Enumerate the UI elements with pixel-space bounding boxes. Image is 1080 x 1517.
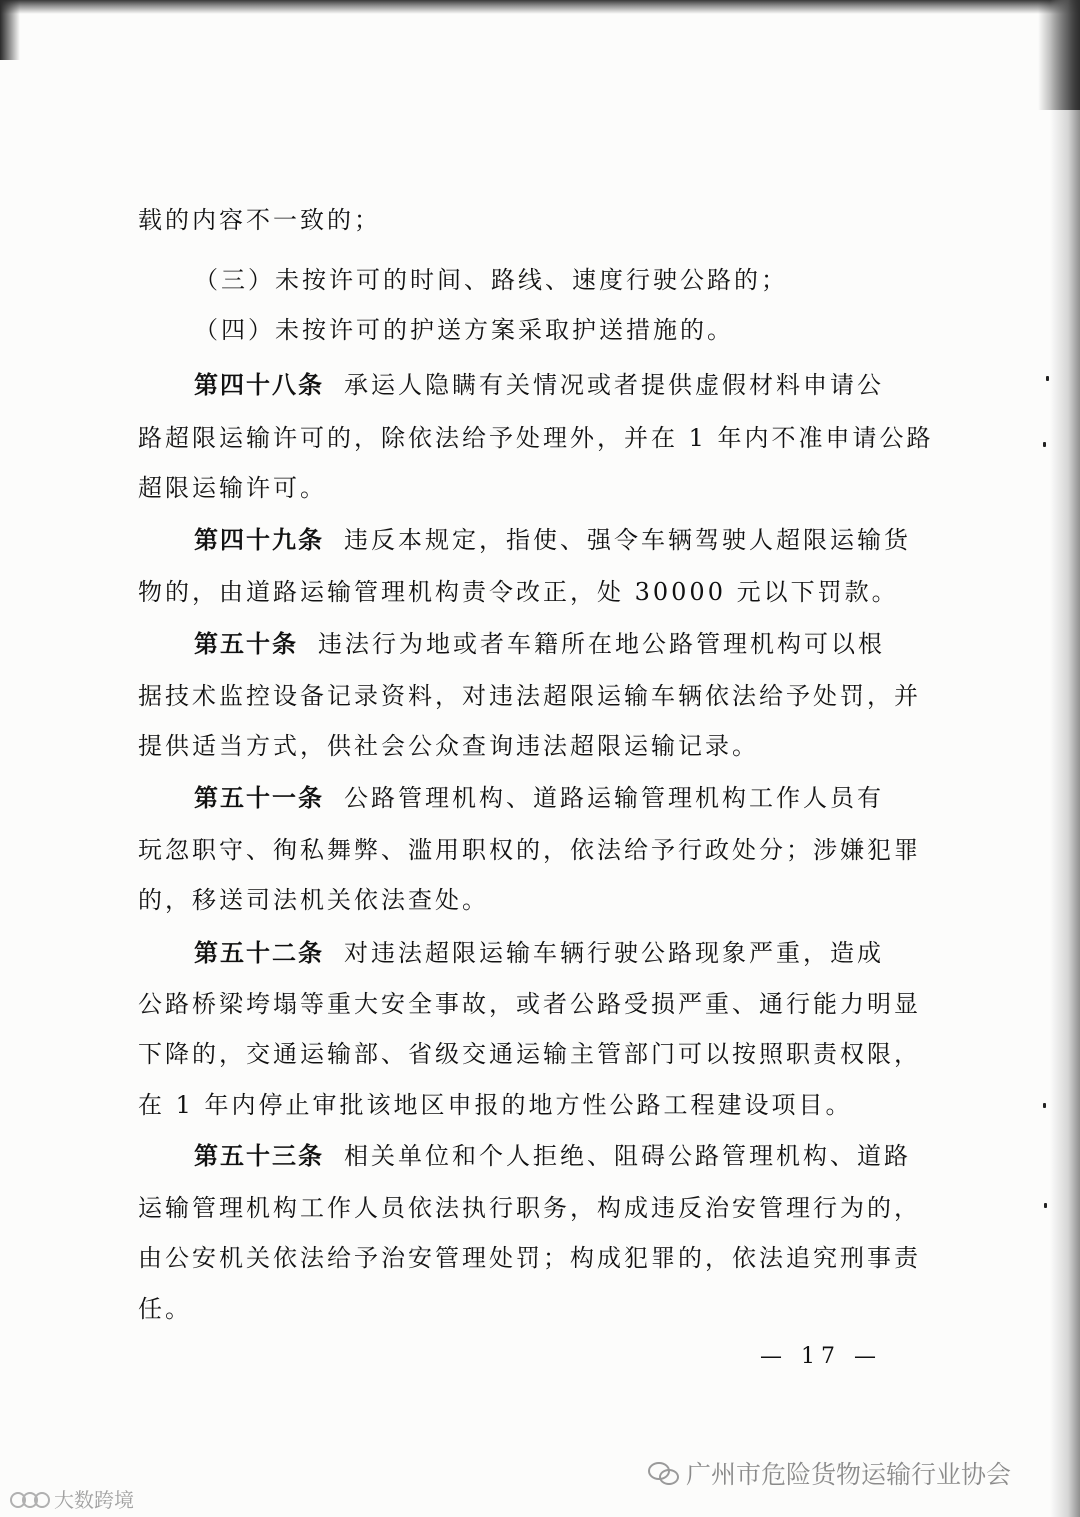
article-49-first-line: [194, 526, 911, 554]
article-text: 公路管理机构、道路运输管理机构工作人员有: [344, 784, 884, 812]
text-line: （四）未按许可的护送方案采取护送措施的。: [194, 316, 734, 344]
scan-edge-right-corner: [1038, 0, 1080, 110]
article-52-first-line: [194, 939, 884, 967]
article-heading: 第五十一条: [194, 783, 324, 812]
article-heading: 第五十三条: [194, 1141, 324, 1170]
logo-icon: [10, 1488, 50, 1510]
text-line: 提供适当方式，供社会公众查询违法超限运输记录。: [138, 732, 759, 760]
text-line: （三）未按许可的时间、路线、速度行驶公路的；: [194, 266, 788, 294]
wechat-watermark: [648, 1455, 1011, 1491]
wechat-icon: [648, 1460, 680, 1486]
text-line: 任。: [138, 1295, 192, 1323]
article-53-first-line: [194, 1142, 911, 1170]
watermark-text: 大数跨境: [54, 1488, 134, 1512]
text-line: 的，移送司法机关依法查处。: [138, 886, 489, 914]
text-line: 载的内容不一致的；: [138, 206, 381, 234]
text-line: 玩忽职守、徇私舞弊、滥用职权的，依法给予行政处分；涉嫌犯罪: [138, 836, 921, 864]
article-text: 违法行为地或者车籍所在地公路管理机构可以根: [318, 630, 885, 658]
text-line: 路超限运输许可的，除依法给予处理外，并在 1 年内不准申请公路: [138, 424, 934, 452]
scan-edge-right: [1050, 0, 1080, 1517]
scan-speck: [1044, 1203, 1047, 1208]
scan-edge-corner: [0, 0, 20, 60]
watermark-text: 广州市危险货物运输行业协会: [686, 1460, 1012, 1489]
article-text: 承运人隐瞒有关情况或者提供虚假材料申请公: [344, 371, 884, 399]
text-line: 运输管理机构工作人员依法执行职务，构成违反治安管理行为的，: [138, 1194, 921, 1222]
text-line: 超限运输许可。: [138, 474, 327, 502]
text-line: 由公安机关依法给予治安管理处罚；构成犯罪的，依法追究刑事责: [138, 1244, 921, 1272]
text-line: 物的，由道路运输管理机构责令改正，处 30000 元以下罚款。: [138, 578, 899, 606]
article-51-first-line: [194, 784, 884, 812]
text-line: 公路桥梁垮塌等重大安全事故，或者公路受损严重、通行能力明显: [138, 990, 921, 1018]
article-heading: 第四十九条: [194, 525, 324, 554]
scan-speck: [1043, 442, 1046, 447]
scan-speck: [1046, 376, 1049, 381]
article-heading: 第五十条: [194, 629, 298, 658]
text-line: 在 1 年内停止审批该地区申报的地方性公路工程建设项目。: [138, 1091, 853, 1119]
article-text: 对违法超限运输车辆行驶公路现象严重，造成: [344, 939, 884, 967]
article-48-first-line: [194, 371, 884, 399]
article-50-first-line: [194, 630, 885, 658]
article-text: 相关单位和个人拒绝、阻碍公路管理机构、道路: [344, 1142, 911, 1170]
article-text: 违反本规定，指使、强令车辆驾驶人超限运输货: [344, 526, 911, 554]
scan-edge-top: [0, 0, 1080, 14]
article-heading: 第五十二条: [194, 938, 324, 967]
text-line: 据技术监控设备记录资料，对违法超限运输车辆依法给予处罚，并: [138, 682, 921, 710]
brand-watermark: [10, 1484, 134, 1513]
page-number: — 17 —: [760, 1344, 882, 1369]
article-heading: 第四十八条: [194, 370, 324, 399]
scan-speck: [1043, 1103, 1046, 1108]
text-line: 下降的，交通运输部、省级交通运输主管部门可以按照职责权限，: [138, 1040, 921, 1068]
